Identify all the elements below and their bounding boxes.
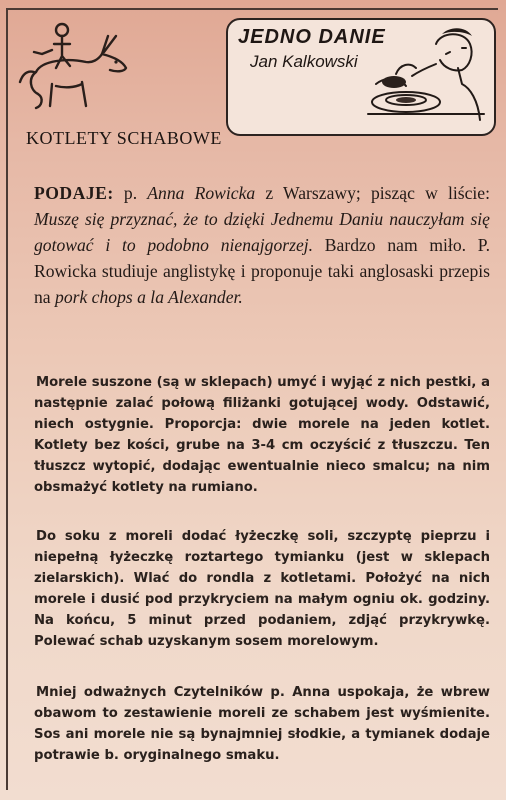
lead-text: p. — [113, 183, 148, 203]
lead-text: Bardzo nam miło. P. Rowicka studiuje anglistykę i proponuje taki anglosaski przepis na — [34, 235, 490, 307]
lead-label: PODAJE: — [34, 183, 114, 203]
lead-text: z Warszawy; pisząc w liście: — [255, 183, 490, 203]
lead-quote-italic: Muszę się przyznać, że to dzięki Jednemu Daniu nauczyłam się gotować i to podobno nienajgorzej. — [34, 209, 490, 255]
article-title: KOTLETY SCHABOWE — [26, 128, 222, 148]
donkey-rider-icon — [12, 14, 136, 119]
paragraph-text: Mniej odważnych Czytelników p. Anna uspokaja, że wbrew obawom to zestawienie moreli ze schabem jest wyśmienite. Sos ani morele nie są bynajmniej słodkie, a tymianek dodaje potrawie b. oryginalnego smaku. — [34, 685, 490, 763]
series-title: JEDNO DANIE — [238, 26, 386, 48]
lead-author-italic: Anna Rowicka — [147, 183, 256, 203]
column-masthead — [226, 18, 496, 136]
paragraph-text: Do soku z moreli dodać łyżeczkę soli, szczyptę pieprzu i niepełną łyżeczkę roztartego tymianku (jest w sklepach zielarskich). Wlać do rondla z kotletami. Położyć na nich morele i dusić pod przykryciem na małym ogniu ok. godziny. Na końcu, 5 minut przed podaniem, zdjąć przykrywkę. Polewać schab uzyskanym sosem morelowym. — [34, 529, 490, 649]
diner-eating-icon — [366, 24, 490, 137]
recipe-paragraph-3 — [34, 682, 490, 766]
article-lead — [34, 180, 490, 310]
recipe-paragraph-2 — [34, 526, 490, 652]
paragraph-text: Morele suszone (są w sklepach) umyć i wyjąć z nich pestki, a następnie zalać połową filiżanki gotującej wody. Odstawić, niech ostygnie. Proporcja: dwie morele na jeden kotlet. Kotlety bez kości, grube na 3-4 cm oczyścić z tłuszczu. Ten tłuszcz wytopić, dodając ewentualnie nieco smalcu; na nim obsmażyć kotlety na rumiano. — [34, 375, 490, 495]
recipe-paragraph-1 — [34, 372, 490, 498]
author-name: Jan Kalkowski — [250, 52, 358, 71]
lead-dish-italic: pork chops a la Alexander. — [55, 287, 243, 307]
